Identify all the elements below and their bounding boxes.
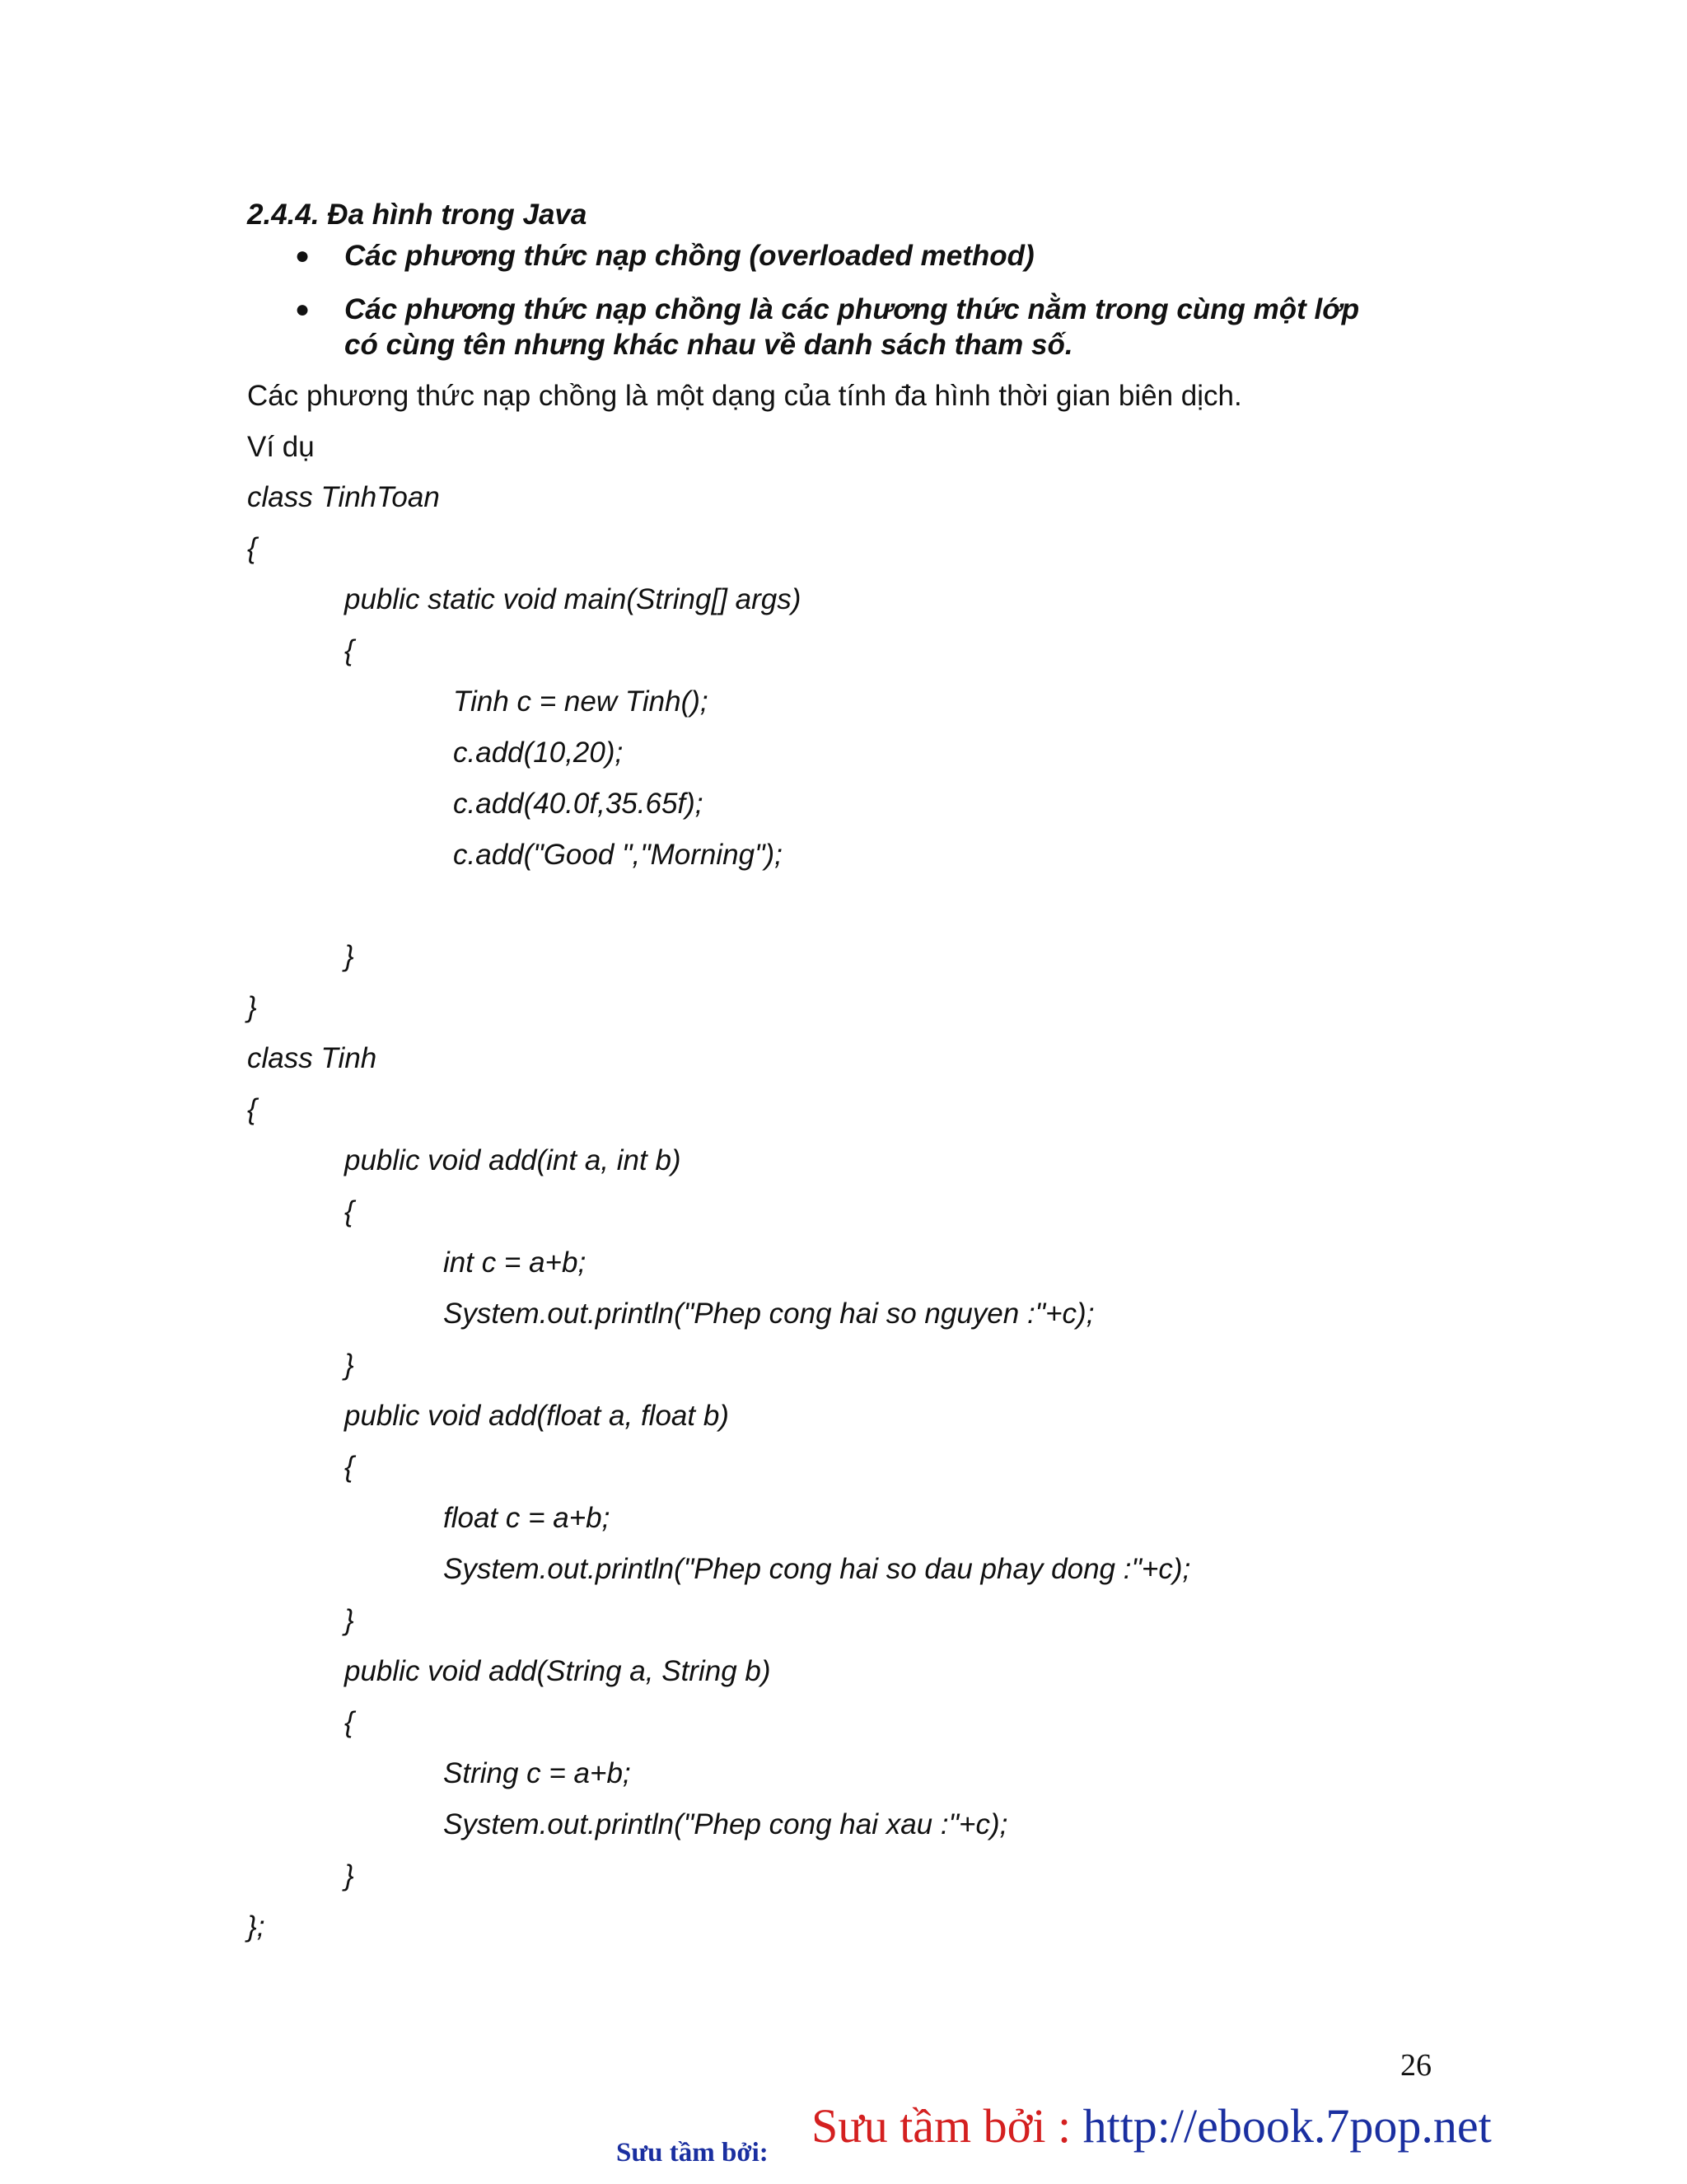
code-line: { [344, 1706, 354, 1738]
code-line: System.out.println("Phep cong hai so dau phay dong :"+c); [443, 1553, 1191, 1585]
code-line: { [344, 1195, 354, 1228]
code-line: } [344, 1604, 354, 1636]
section-heading: 2.4.4. Đa hình trong Java [247, 199, 587, 231]
code-line: } [344, 1859, 354, 1892]
code-line: c.add(10,20); [453, 737, 624, 769]
code-line: class TinhToan [247, 481, 440, 513]
code-line: Tinh c = new Tinh(); [453, 685, 708, 718]
code-line: System.out.println("Phep cong hai so nguyen :"+c); [443, 1298, 1095, 1330]
code-line: }; [247, 1910, 265, 1943]
code-line: int c = a+b; [443, 1246, 586, 1279]
code-line: } [344, 940, 354, 972]
page-number: 26 [1400, 2048, 1432, 2083]
code-line: public void add(float a, float b) [344, 1400, 729, 1432]
bullet-item-1: Các phương thức nạp chồng (overloaded method) [344, 240, 1035, 272]
bullet-item-2-line-2: có cùng tên nhưng khác nhau về danh sách tham số. [344, 329, 1073, 361]
code-line: { [247, 532, 257, 564]
credit-label: Sưu tầm bởi: [616, 2138, 769, 2168]
code-line: public static void main(String[] args) [344, 583, 801, 615]
bullet-marker: ● [295, 296, 311, 323]
code-line: c.add("Good ","Morning"); [453, 839, 783, 871]
code-line: } [247, 991, 257, 1023]
code-line: public void add(String a, String b) [344, 1655, 771, 1687]
code-line: { [247, 1093, 257, 1125]
code-line: } [344, 1349, 354, 1381]
code-line: c.add(40.0f,35.65f); [453, 788, 703, 820]
code-line: System.out.println("Phep cong hai xau :"+c); [443, 1808, 1008, 1840]
credit-banner-prefix: Sưu tầm bởi : [811, 2099, 1083, 2153]
example-label: Ví dụ [247, 431, 315, 463]
body-paragraph: Các phương thức nạp chồng là một dạng của tính đa hình thời gian biên dịch. [247, 380, 1242, 412]
bullet-marker: ● [295, 242, 311, 269]
code-line: class Tinh [247, 1042, 377, 1074]
code-line: float c = a+b; [443, 1502, 610, 1534]
code-line: { [344, 1451, 354, 1483]
bullet-item-2-line-1: Các phương thức nạp chồng là các phương thức nằm trong cùng một lớp [344, 293, 1360, 325]
credit-banner-url[interactable]: http://ebook.7pop.net [1082, 2099, 1492, 2153]
code-line: public void add(int a, int b) [344, 1144, 681, 1176]
code-line: { [344, 634, 354, 666]
code-line: String c = a+b; [443, 1757, 631, 1789]
credit-banner [811, 2098, 1492, 2154]
